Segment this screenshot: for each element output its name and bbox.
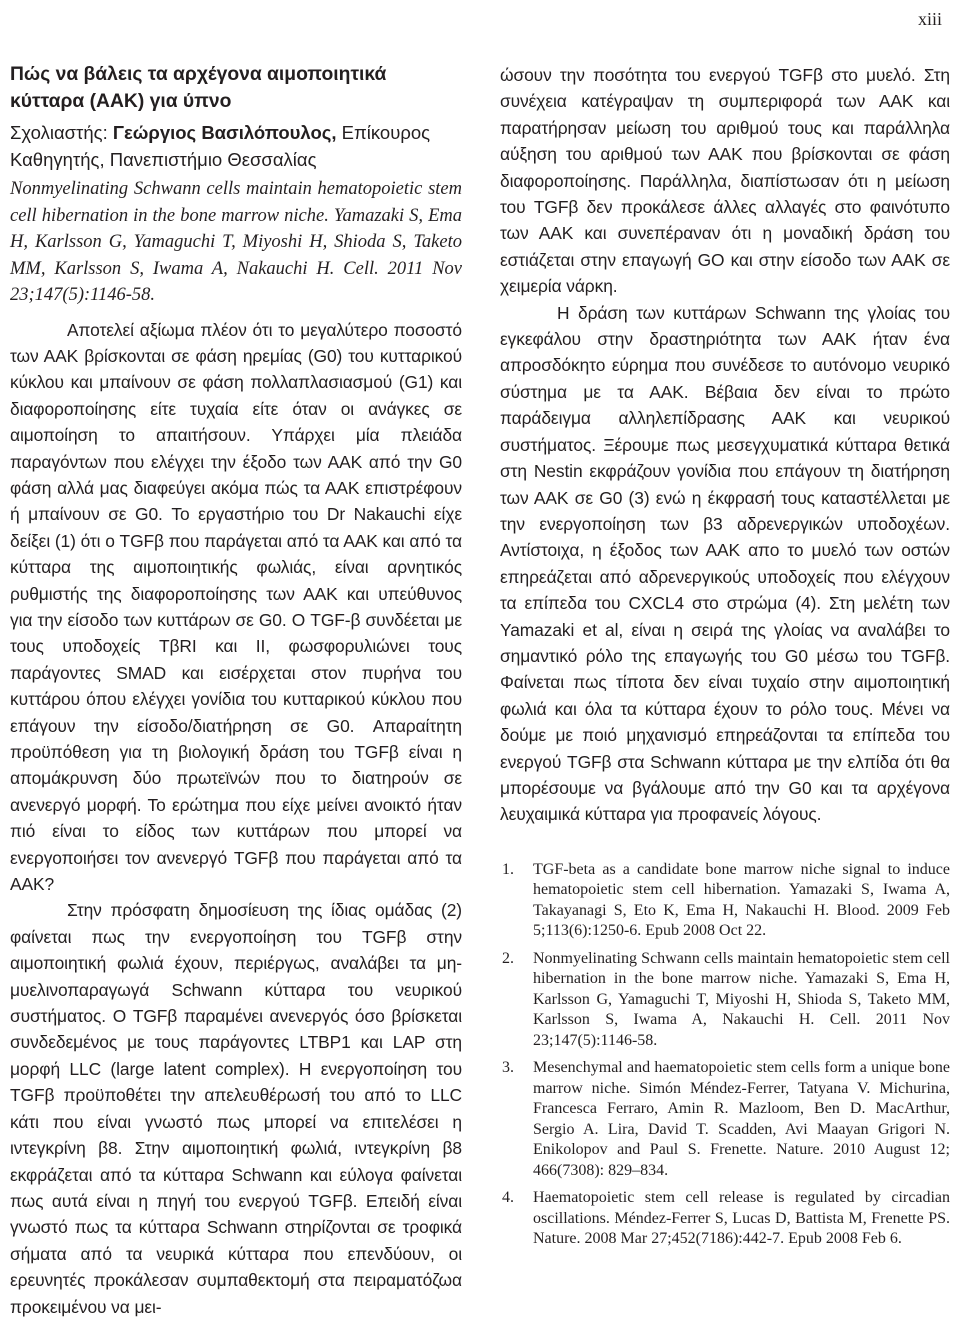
reference-text: Nonmyelinating Schwann cells maintain hematopoietic stem cell hibernation in the bone marrow niche. Yamazaki S, Ema H, Karlsson G, Yamaguchi T, Miyoshi H, Shioda S, Taketo MM, Karlsson S, Iwama A, Nakauchi H. Cell. 2011 Nov 23;147(5):1146-58. [533, 949, 950, 1049]
article-citation: Nonmyelinating Schwann cells maintain hematopoietic stem cell hibernation in the bone marrow niche. Yamazaki S, Ema H, Karlsson G, Yamaguchi T, Miyoshi H, Shioda S, Taketo MM, Karlsson S, Iwama A, Nakauchi H. Cell. 2011 Nov 23;147(5):1146-58. [10, 179, 462, 305]
commentator-label: Σχολιαστής: [10, 122, 113, 143]
reference-list [500, 860, 950, 1250]
page-number: xiii [917, 9, 942, 29]
right-column [500, 62, 950, 1257]
commentator-name: Γεώργιος Βασιλόπουλος, [112, 122, 337, 143]
reference-item [500, 1188, 950, 1250]
reference-text: Haematopoietic stem cell release is regulated by circadian oscillations. Méndez-Ferrer S, Lucas D, Battista M, Frenette PS. Nature. 2008 Mar 27;452(7186):442-7. Epub 2008 Feb 6. [533, 1189, 950, 1248]
reference-number: 3. [502, 1059, 514, 1077]
reference-item [500, 1058, 950, 1181]
commentator-affiliation: Επίκουρος Καθηγητής, Πανεπιστήμιο Θεσσαλίας [10, 122, 431, 170]
body-paragraph-continuation: ώσουν την ποσότητα του ενεργού TGFβ στο μυελό. Στη συνέχεια κατέγραψαν τη συμπεριφορά των ΑΑΚ και παρατήρησαν μείωση του αριθμού τους και παράλληλα αύξηση του αριθμού των ΑΑΚ που βρίσκονται σε φάση διαφοροποίησης. Παράλληλα, διαπίστωσαν ότι η μείωση του TGFβ δεν προκάλεσε άλλες αλλαγές στο φαινότυπο των ΑΑΚ και συνεπέραναν ότι η μοναδική δράση του εστιάζεται στην επαγωγή GO και στην είσοδο των ΑΑΚ σε χειμερία νάρκη. [500, 65, 950, 297]
body-paragraph: Στην πρόσφατη δημοσίευση της ίδιας ομάδας (2) φαίνεται πως την ενεργοποίηση του TGFβ στην αιμοποιητική φωλιά έχουν, περιέργως, αναλάβει τα μη-μυελινοπαραγωγά Schwann κύτταρα του νευρικού συστήματος. Ο TGFβ παραμένει ανενεργός όσο βρίσκεται συνδεδεμένος με τους παράγοντες LTBP1 και LAP στη μορφή LLC (large latent complex). Η ενεργοποίηση του TGFβ προϋποθέτει την απελευθέρωσή του από το LLC κάτι που είναι γνωστό πως μπορεί να επιτελέσει η ιντεγκρίνη β8. Στην αιμοποιητική φωλιά, ιντεγκρίνη β8 εκφράζεται από τα κύτταρα Schwann και εύλογα φαίνεται πως αυτά είναι η πηγή του ενεργού TGFβ. Επειδή είναι γνωστό πως τα κύτταρα Schwann στηρίζονται σε τροφικά σήματα από τα νευρικά κύτταρα που επενδύουν, οι ερευνητές προκάλεσαν συμπαθεκτομή στα πειραματόζωα προκειμένου να μει- [10, 900, 462, 1317]
left-column [10, 62, 462, 1320]
body-paragraph: Αποτελεί αξίωμα πλέον ότι το μεγαλύτερο ποσοστό των ΑΑΚ βρίσκονται σε φάση ηρεμίας (G0) του κυτταρικού κύκλου και μπαίνουν σε φάση πολλαπλασιασμού (G1) και διαφοροποίησης είτε τυχαία είτε όταν οι ανάγκες σε αιμοποίηση το απαιτήσουν. Υπάρχει μία πλειάδα παραγόντων που ελέγχει την έξοδο των ΑΑΚ από την G0 φάση αλλά μας διαφεύγει ακόμα πώς τα ΑΑΚ επιστρέφουν ή μπαίνουν σε G0. Το εργαστήριο του Dr Nakauchi είχε δείξει (1) ότι ο TGFβ που παράγεται από τα ΑΑΚ και από τα κύτταρα της αιμοποιητικής φωλιάς, είναι αρνητικός ρυθμιστής της διαφοροποίησης των ΑΑΚ και υπεύθυνος για την είσοδο των κυττάρων σε G0. Ο TGF-β συνδέεται με τους υποδοχείς TβRI και II, φωσφορυλιώνει τους παράγοντες SMAD και εισέρχεται στον πυρήνα του κυττάρου όπου ελέγχει γονίδια του κυτταρικού κύκλου που επάγουν την είσοδο/διατήρηση σε G0. Απαραίτητη προϋπόθεση για τη βιολογική δράση του TGFβ είναι η απομάκρυνση δύο πρωτεϊνών που το διατηρούν σε ανενεργό μορφή. Το ερώτημα που είχε μείνει ανοικτό ήταν πιό είναι το είδος των κυττάρων που μπορεί να ενεργοποιήσει τον ανενεργό TGFβ που παράγεται από τα ΑΑΚ? [10, 319, 462, 895]
reference-number: 2. [502, 949, 514, 967]
body-paragraph: Η δράση των κυττάρων Schwann της γλοίας του εγκεφάλου στην δραστηριότητα των ΑΑΚ ήταν ένα απροσδόκητο εύρημα που συνέδεσε το αυτόνομο νευρικό σύστημα με τα ΑΑΚ. Βέβαια δεν είναι το πρώτο παράδειγμα αλληλεπίδρασης ΑΑΚ και νευρικού συστήματος. Ξέρουμε πως μεσεγχυματικά κύτταρα θετικά στη Nestin εκφράζουν γονίδια που επάγουν τη διατήρηση των ΑΑΚ σε G0 (3) ενώ η έκφρασή τους καταστέλλεται με την ενεργοποίηση των β3 αδρενεργικών υποδοχέων. Αντίστοιχα, η έξοδος των ΑΑΚ απο το μυελό των οστών επηρεάζεται από αδρενεργικούς υποδοχείς που ελέγχουν τα επίπεδα του CXCL4 στο στρώμα (4). Στη μελέτη των Yamazaki et al, είναι η σειρά της γλοίας να αναλάβει το σημαντικό ρόλο της επαγωγής του G0 μέσω του TGFβ. Φαίνεται πως τίποτα δεν είναι τυχαίο στην αιμοποιητική φωλιά και όλα τα κύτταρα έχουν το ρόλο τους. Μένει να δούμε με ποιό μηχανισμό επηρεάζονται τα επίπεδα του ενεργού TGFβ στα Schwann κύτταρα με την ελπίδα ότι θα μπορέσουμε να βγάλουμε από την G0 και τα αρχέγονα λευχαιμικά κύτταρα για προφανείς λόγους. [500, 302, 950, 825]
reference-text: TGF-beta as a candidate bone marrow niche signal to induce hematopoietic stem cell hibernation. Yamazaki S, Iwama A, Takayanagi S, Eto K, Ema H, Nakauchi H. Blood. 2009 Feb 5;113(6):1250-6. Epub 2008 Oct 22. [533, 860, 950, 940]
article-title: Πώς να βάλεις τα αρχέγονα αιμοποιητικά κύτταρα (ΑΑΚ) για ύπνο [10, 64, 387, 112]
commentator-line [10, 120, 462, 173]
reference-item [500, 860, 950, 942]
reference-number: 1. [502, 860, 514, 878]
reference-text: Mesenchymal and haematopoietic stem cells form a unique bone marrow niche. Simón Méndez-Ferrer, Tatyana V. Michurina, Francesca Ferraro, Amin R. Mazloom, Ben D. MacArthur, Sergio A. Lira, David T. Scadden, Avi Maayan Grigori N. Enikolopov and Paul S. Frenette. Nature. 2010 August 12; 466(7308): 829–834. [533, 1059, 950, 1179]
reference-item [500, 949, 950, 1052]
reference-number: 4. [502, 1189, 514, 1207]
